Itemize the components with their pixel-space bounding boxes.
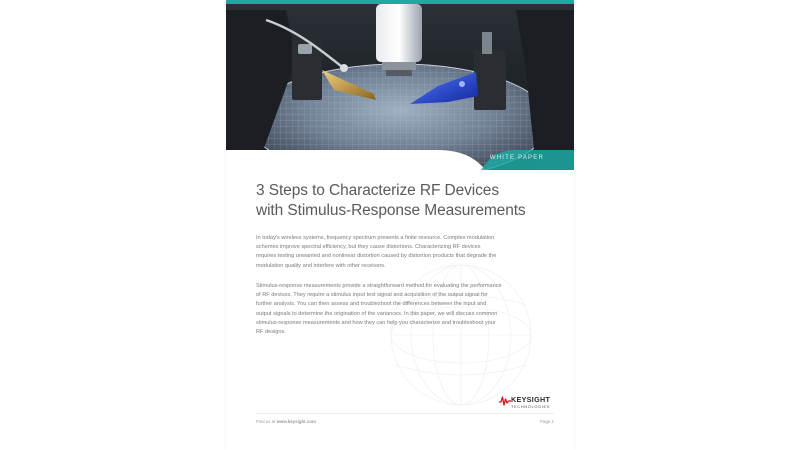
- white-paper-badge: WHITE PAPER: [489, 155, 544, 161]
- hero-image-wafer-probe: [226, 0, 574, 170]
- document-title: [256, 181, 556, 221]
- document-page: [226, 0, 574, 450]
- footer-find-us: [256, 419, 316, 424]
- keysight-waveform-icon: [499, 396, 511, 406]
- footer-divider: [256, 413, 554, 414]
- title-line-2: with Stimulus-Response Measurements: [256, 202, 526, 219]
- logo-subtitle: TECHNOLOGIES: [511, 404, 550, 409]
- logo-name: KEYSIGHT: [511, 395, 551, 404]
- footer-url-link[interactable]: www.keysight.com: [276, 419, 316, 424]
- keysight-logo: [499, 395, 557, 415]
- title-line-1: 3 Steps to Characterize RF Devices: [256, 182, 499, 199]
- intro-paragraph: In today's wireless systems, frequency spectrum presents a finite resource. Complex modulation schemes improve spectral efficiency, but they cause distortions. Characterizing RF devices requires testing unwanted and nonlinear distortion caused by distortion products that degrade the modulation quality and interfere with other receivers.: [256, 235, 497, 269]
- wafer-probe-illustration: [226, 0, 574, 170]
- footer-prefix: Find us at: [256, 419, 277, 424]
- body-paragraph: Stimulus-response measurements provide a straightforward method for evaluating the performance of RF devices. They require a stimulus input test signal and acquisition of the output signal for further analysis. You can then assess and troubleshoot the differences between the input and output signals to determine the origination of the variances. In this paper, we will discuss common stimulus-response measurements and how they can help you characterize and troubleshoot your RF designs.: [256, 283, 502, 336]
- page-number: Page 1: [540, 419, 554, 424]
